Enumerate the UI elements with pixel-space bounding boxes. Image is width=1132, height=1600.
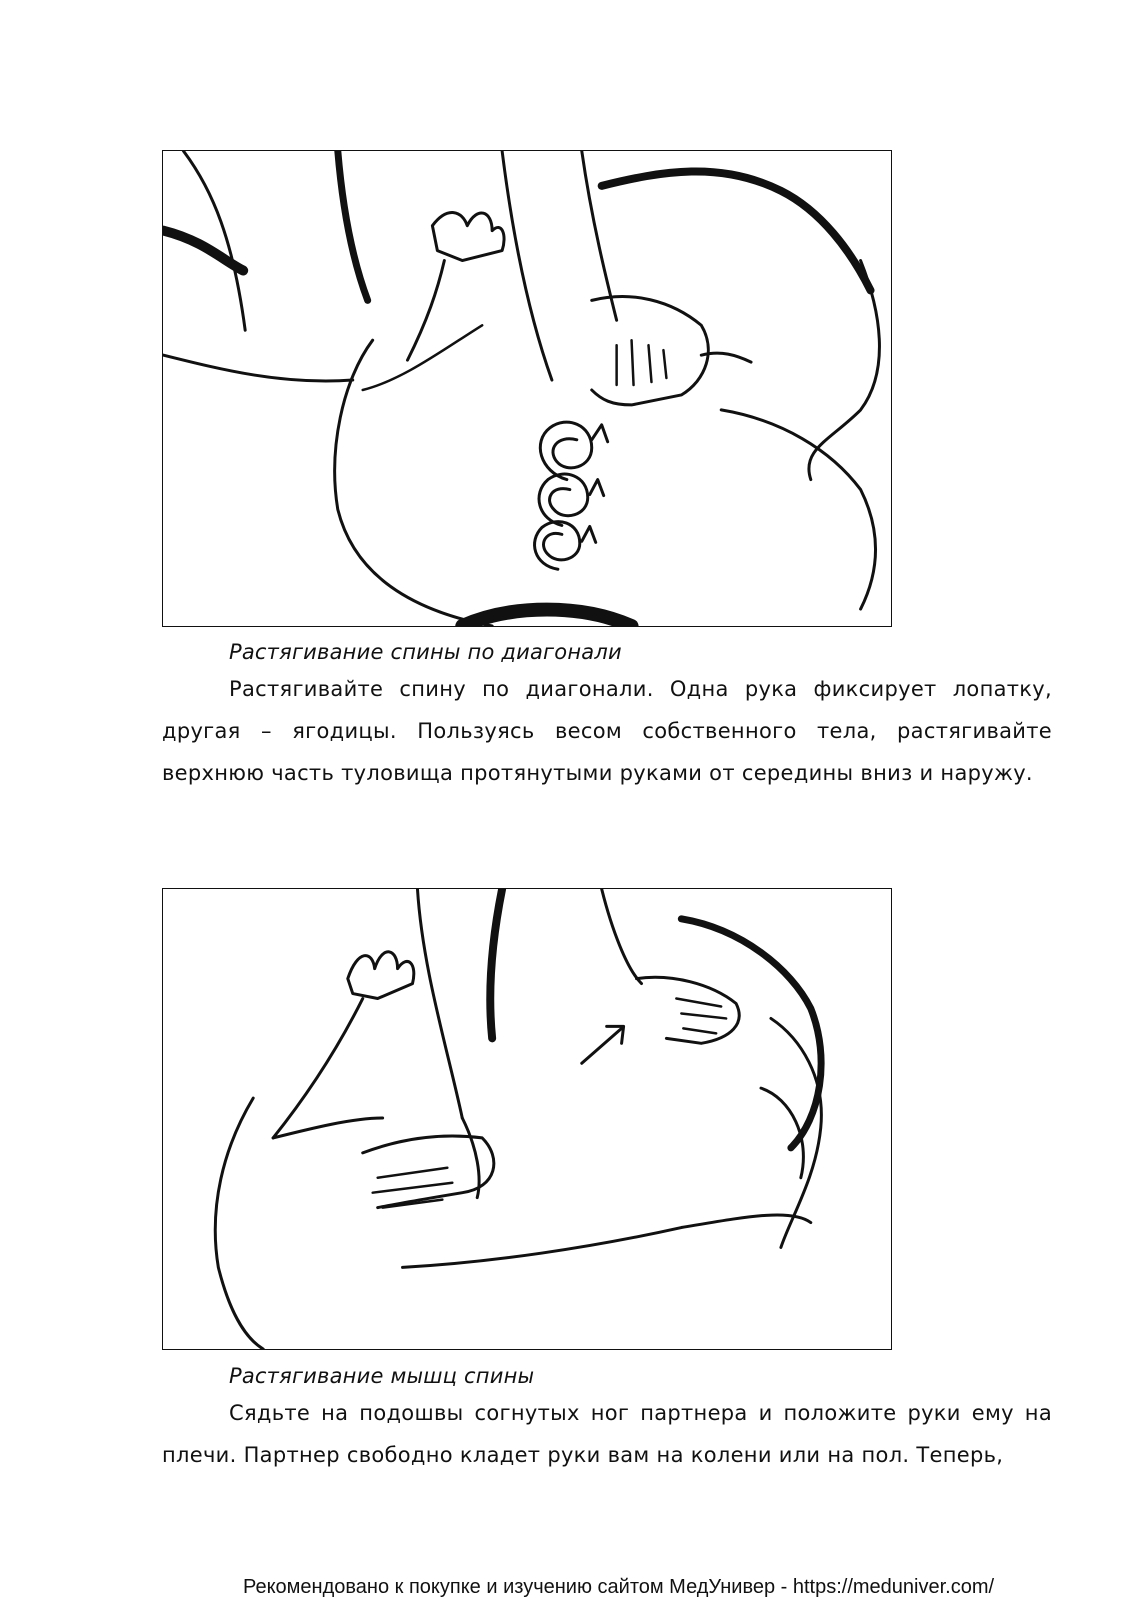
- massage-drawing-2: [163, 889, 891, 1349]
- body-paragraph-1: Растягивайте спину по диагонали. Одна рука фиксирует лопатку, другая – ягодицы. Пользуясь весом собственного тела, растягивайте верхнюю часть туловища протянутыми руками от середины вниз и наружу.: [162, 677, 1052, 785]
- spiral-arrow-icon: [539, 474, 604, 525]
- illustration-diagonal-back-stretch: [162, 150, 892, 627]
- figure-caption-1: Растягивание спины по диагонали: [229, 640, 622, 664]
- spiral-arrow-icon: [540, 422, 607, 480]
- footer-recommendation: Рекомендовано к покупке и изучению сайтом МедУнивер - https://meduniver.com/: [243, 1576, 995, 1598]
- direction-arrow-icon: [582, 1026, 624, 1063]
- spiral-arrow-icon: [535, 522, 596, 570]
- body-paragraph-2: Сядьте на подошвы согнутых ног партнера и положите руки ему на плечи. Партнер свободно кладет руки вам на колени или на пол. Теперь,: [162, 1401, 1052, 1467]
- illustration-back-muscle-stretch: [162, 888, 892, 1350]
- massage-drawing-1: [163, 151, 891, 626]
- figure-caption-2: Растягивание мышц спины: [229, 1364, 535, 1388]
